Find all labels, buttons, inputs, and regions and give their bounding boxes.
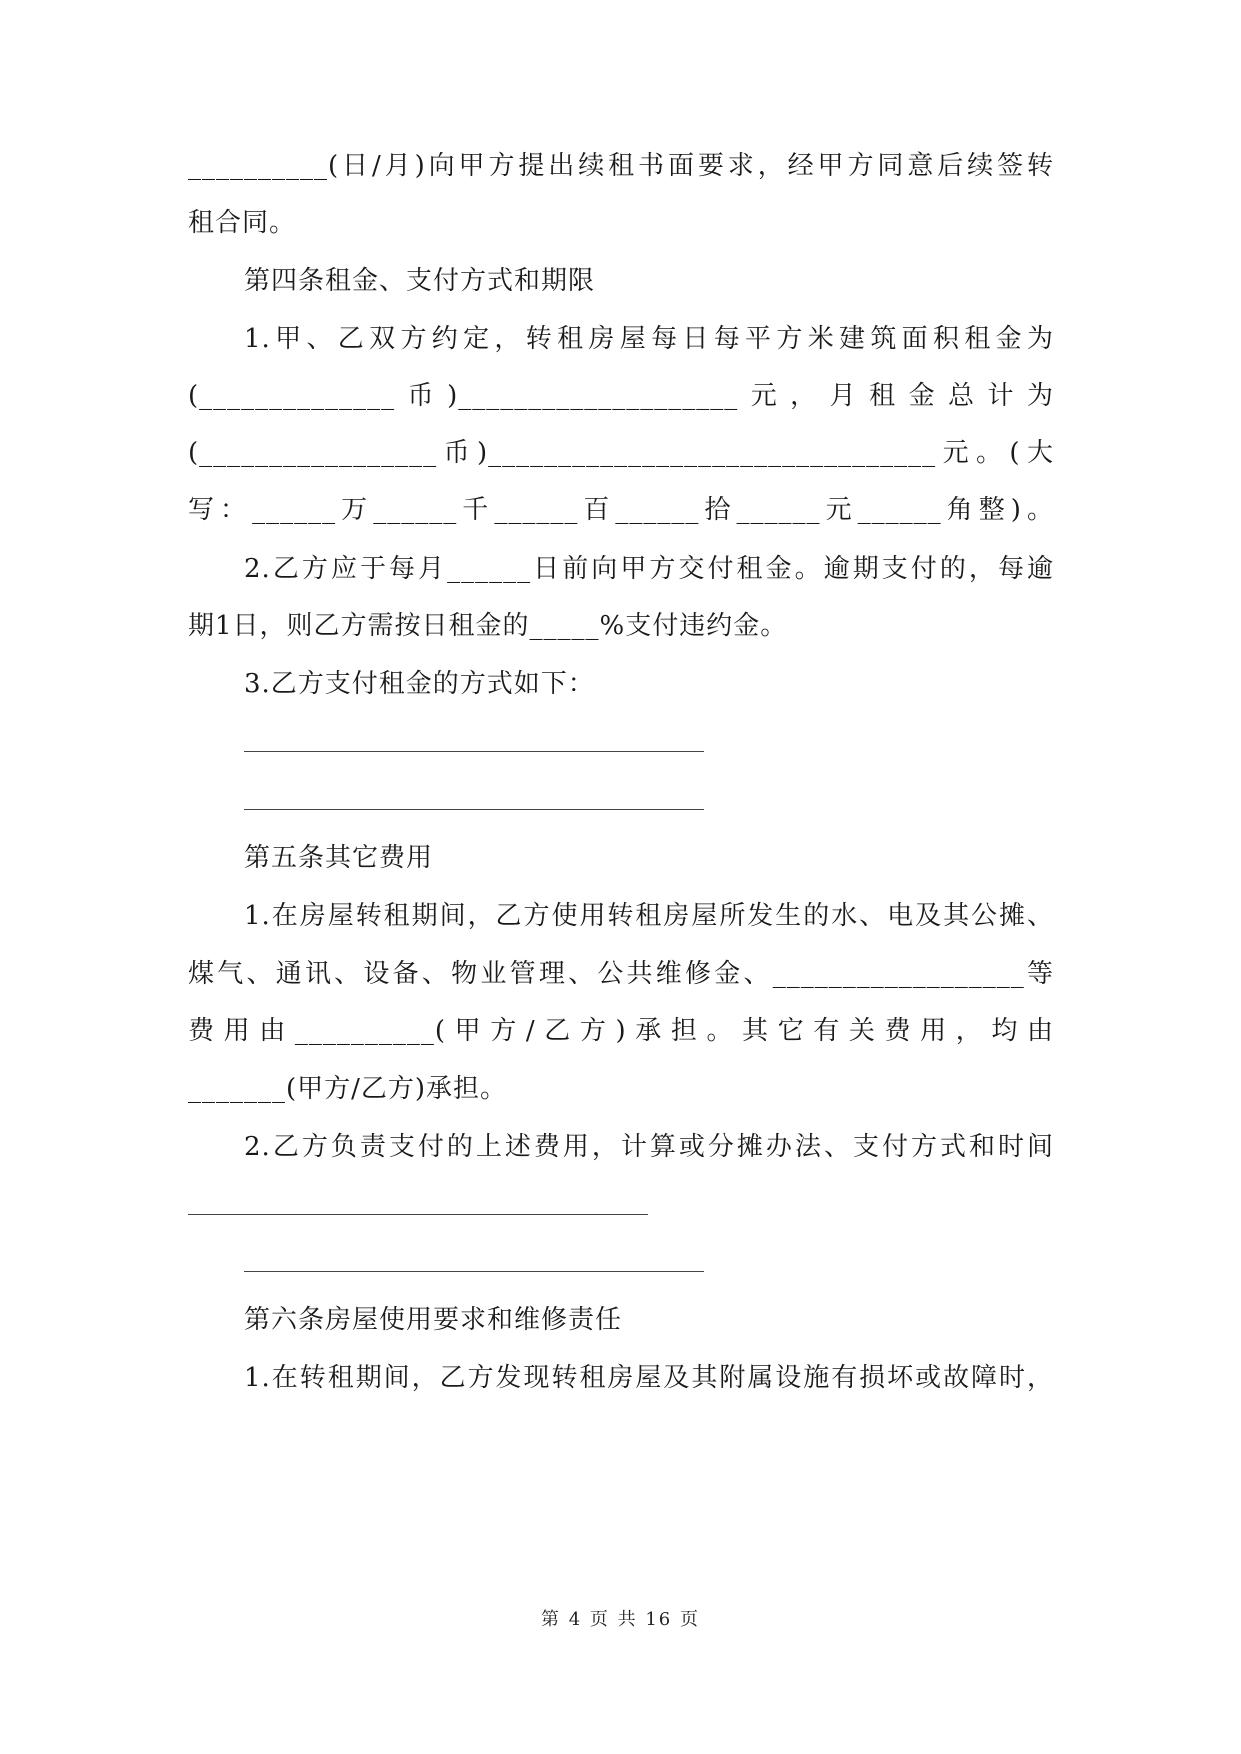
paragraph-line: 租合同。 <box>188 208 297 238</box>
paragraph-line: 2.乙方应于每月______日前向甲方交付租金。逾期支付的，每逾 <box>244 554 1054 584</box>
paragraph-line: (_________________币)________________________________元。(大 <box>188 438 1054 468</box>
blank-fill-line <box>244 751 704 752</box>
paragraph-line: 写：______万______千______百______拾______元______角整)。 <box>188 495 1054 525</box>
paragraph-line: 1.在转租期间，乙方发现转租房屋及其附属设施有损坏或故障时， <box>244 1363 1054 1393</box>
paragraph-line: _______(甲方/乙方)承担。 <box>188 1074 508 1104</box>
section-heading: 第四条租金、支付方式和期限 <box>244 266 596 296</box>
page-number-footer: 第 4 页 共 16 页 <box>541 1609 700 1630</box>
paragraph-line: 3.乙方支付租金的方式如下： <box>244 669 595 699</box>
paragraph-line: 1.在房屋转租期间，乙方使用转租房屋所发生的水、电及其公摊、 <box>244 901 1054 931</box>
paragraph-line: __________(日/月)向甲方提出续租书面要求，经甲方同意后续签转 <box>188 151 1054 181</box>
paragraph-line: 2.乙方负责支付的上述费用，计算或分摊办法、支付方式和时间 <box>244 1132 1054 1162</box>
section-heading: 第六条房屋使用要求和维修责任 <box>244 1305 623 1335</box>
section-heading: 第五条其它费用 <box>244 843 434 873</box>
paragraph-line: (______________币)____________________元，月租金总计为 <box>188 381 1054 411</box>
paragraph-line: 期1日，则乙方需按日租金的_____%支付违约金。 <box>188 611 788 641</box>
blank-fill-line <box>188 1214 648 1215</box>
blank-fill-line <box>244 809 704 810</box>
blank-fill-line <box>244 1271 704 1272</box>
paragraph-line: 1.甲、乙双方约定，转租房屋每日每平方米建筑面积租金为 <box>244 324 1054 354</box>
paragraph-line: 煤气、通讯、设备、物业管理、公共维修金、__________________等 <box>188 959 1054 989</box>
paragraph-line: 费用由__________(甲方/乙方)承担。其它有关费用，均由 <box>188 1016 1054 1046</box>
